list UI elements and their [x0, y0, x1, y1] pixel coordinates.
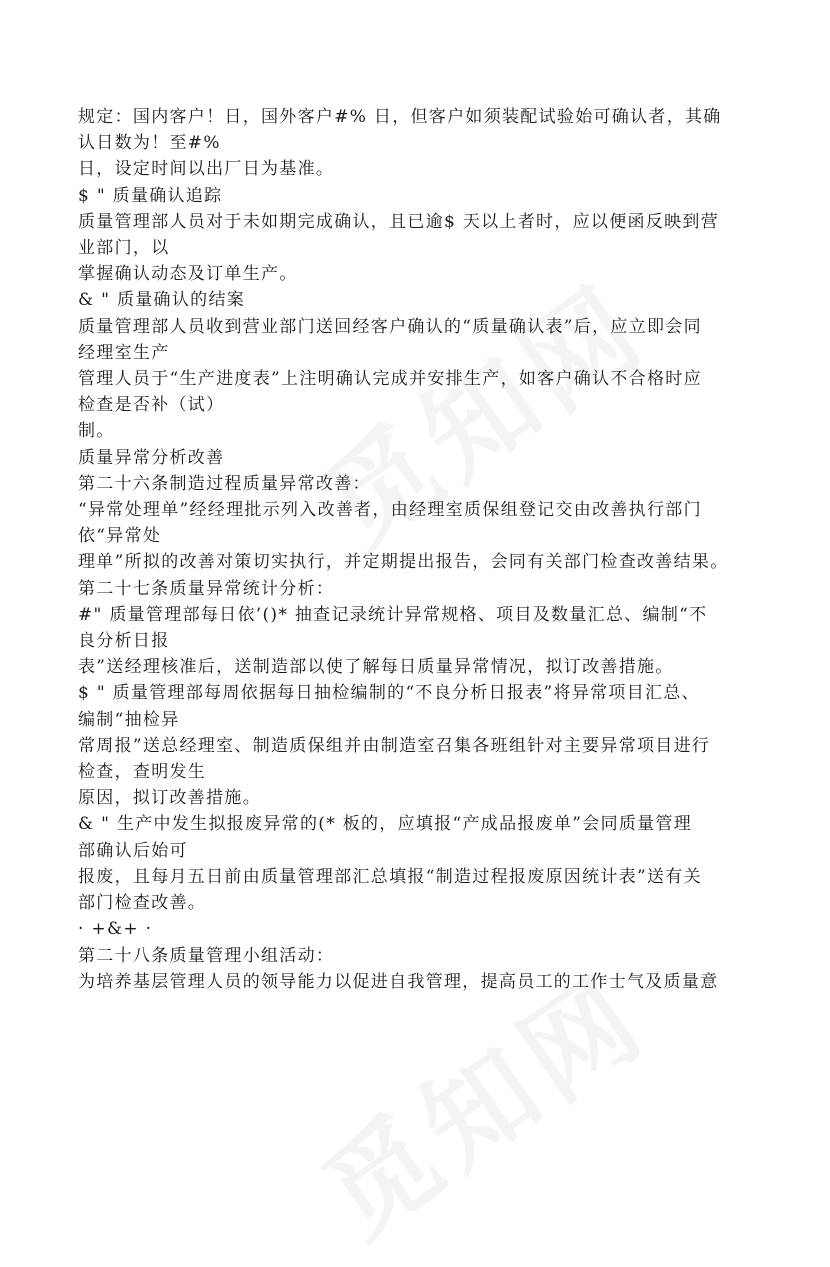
text-line: 检查是否补（试） — [78, 395, 225, 416]
article-heading: 第二十七条质量异常统计分析： — [78, 578, 335, 599]
article-heading: 第二十八条质量管理小组活动： — [78, 945, 335, 966]
text-line: 原因，拟订改善措施。 — [78, 788, 261, 809]
chapter-heading: 质量异常分析改善 — [78, 447, 225, 468]
text-line: 经理室生产 — [78, 342, 170, 363]
text-line: 管理人员于“生产进度表”上注明确认完成并安排生产，如客户确认不合格时应 — [78, 369, 702, 390]
text-line: 认日数为！至#% — [78, 133, 221, 154]
text-line: 部门检查改善。 — [78, 893, 207, 914]
text-line: $ " 质量管理部每周依据每日抽检编制的“不良分析日报表”将异常项目汇总、 — [78, 683, 700, 704]
text-line: 业部门，以 — [78, 238, 170, 259]
text-line: 为培养基层管理人员的领导能力以促进自我管理，提高员工的工作士气及质量意 — [78, 971, 719, 992]
text-line: 良分析日报 — [78, 631, 170, 652]
text-line: 表”送经理核准后，送制造部以使了解每日质量异常情况，拟订改善措施。 — [78, 657, 674, 678]
document-body — [78, 104, 758, 995]
section-heading: $ " 质量确认追踪 — [78, 185, 223, 206]
text-line: 掌握确认动态及订单生产。 — [78, 264, 298, 285]
text-line: 质量管理部人员收到营业部门送回经客户确认的“质量确认表”后，应立即会同 — [78, 316, 702, 337]
page-number: · +&+ · — [78, 919, 153, 940]
section-heading: & " 质量确认的结案 — [78, 290, 246, 311]
text-line: #" 质量管理部每日依’()* 抽查记录统计异常规格、项目及数量汇总、编制“不 — [78, 604, 708, 625]
article-heading: 第二十六条制造过程质量异常改善： — [78, 473, 371, 494]
text-line: 日，设定时间以出厂日为基准。 — [78, 159, 335, 180]
text-line: 检查，查明发生 — [78, 762, 207, 783]
text-line: 编制“抽检异 — [78, 709, 180, 730]
text-line: & " 生产中发生拟报废异常的(* 板的，应填报“产成品报废单”会同质量管理 — [78, 814, 693, 835]
text-line: 规定：国内客户！日，国外客户#% 日，但客户如须装配试验始可确认者，其确 — [78, 107, 722, 127]
text-line: 常周报”送总经理室、制造质保组并由制造室召集各班组针对主要异常项目进行 — [78, 735, 711, 756]
text-line: 报废，且每月五日前由质量管理部汇总填报“制造过程报废原因统计表”送有关 — [78, 866, 702, 887]
text-line: 制。 — [78, 421, 115, 442]
text-line: “异常处理单”经经理批示列入改善者，由经理室质保组登记交由改善执行部门 — [78, 500, 702, 521]
text-line: 部确认后始可 — [78, 840, 188, 861]
text-line: 质量管理部人员对于未如期完成确认，且已逾$ 天以上者时，应以便函反映到营 — [78, 211, 720, 232]
text-line: 依“异常处 — [78, 526, 162, 547]
text-line: 理单”所拟的改善对策切实执行，并定期提出报告，会同有关部门检查改善结果。 — [78, 552, 729, 573]
